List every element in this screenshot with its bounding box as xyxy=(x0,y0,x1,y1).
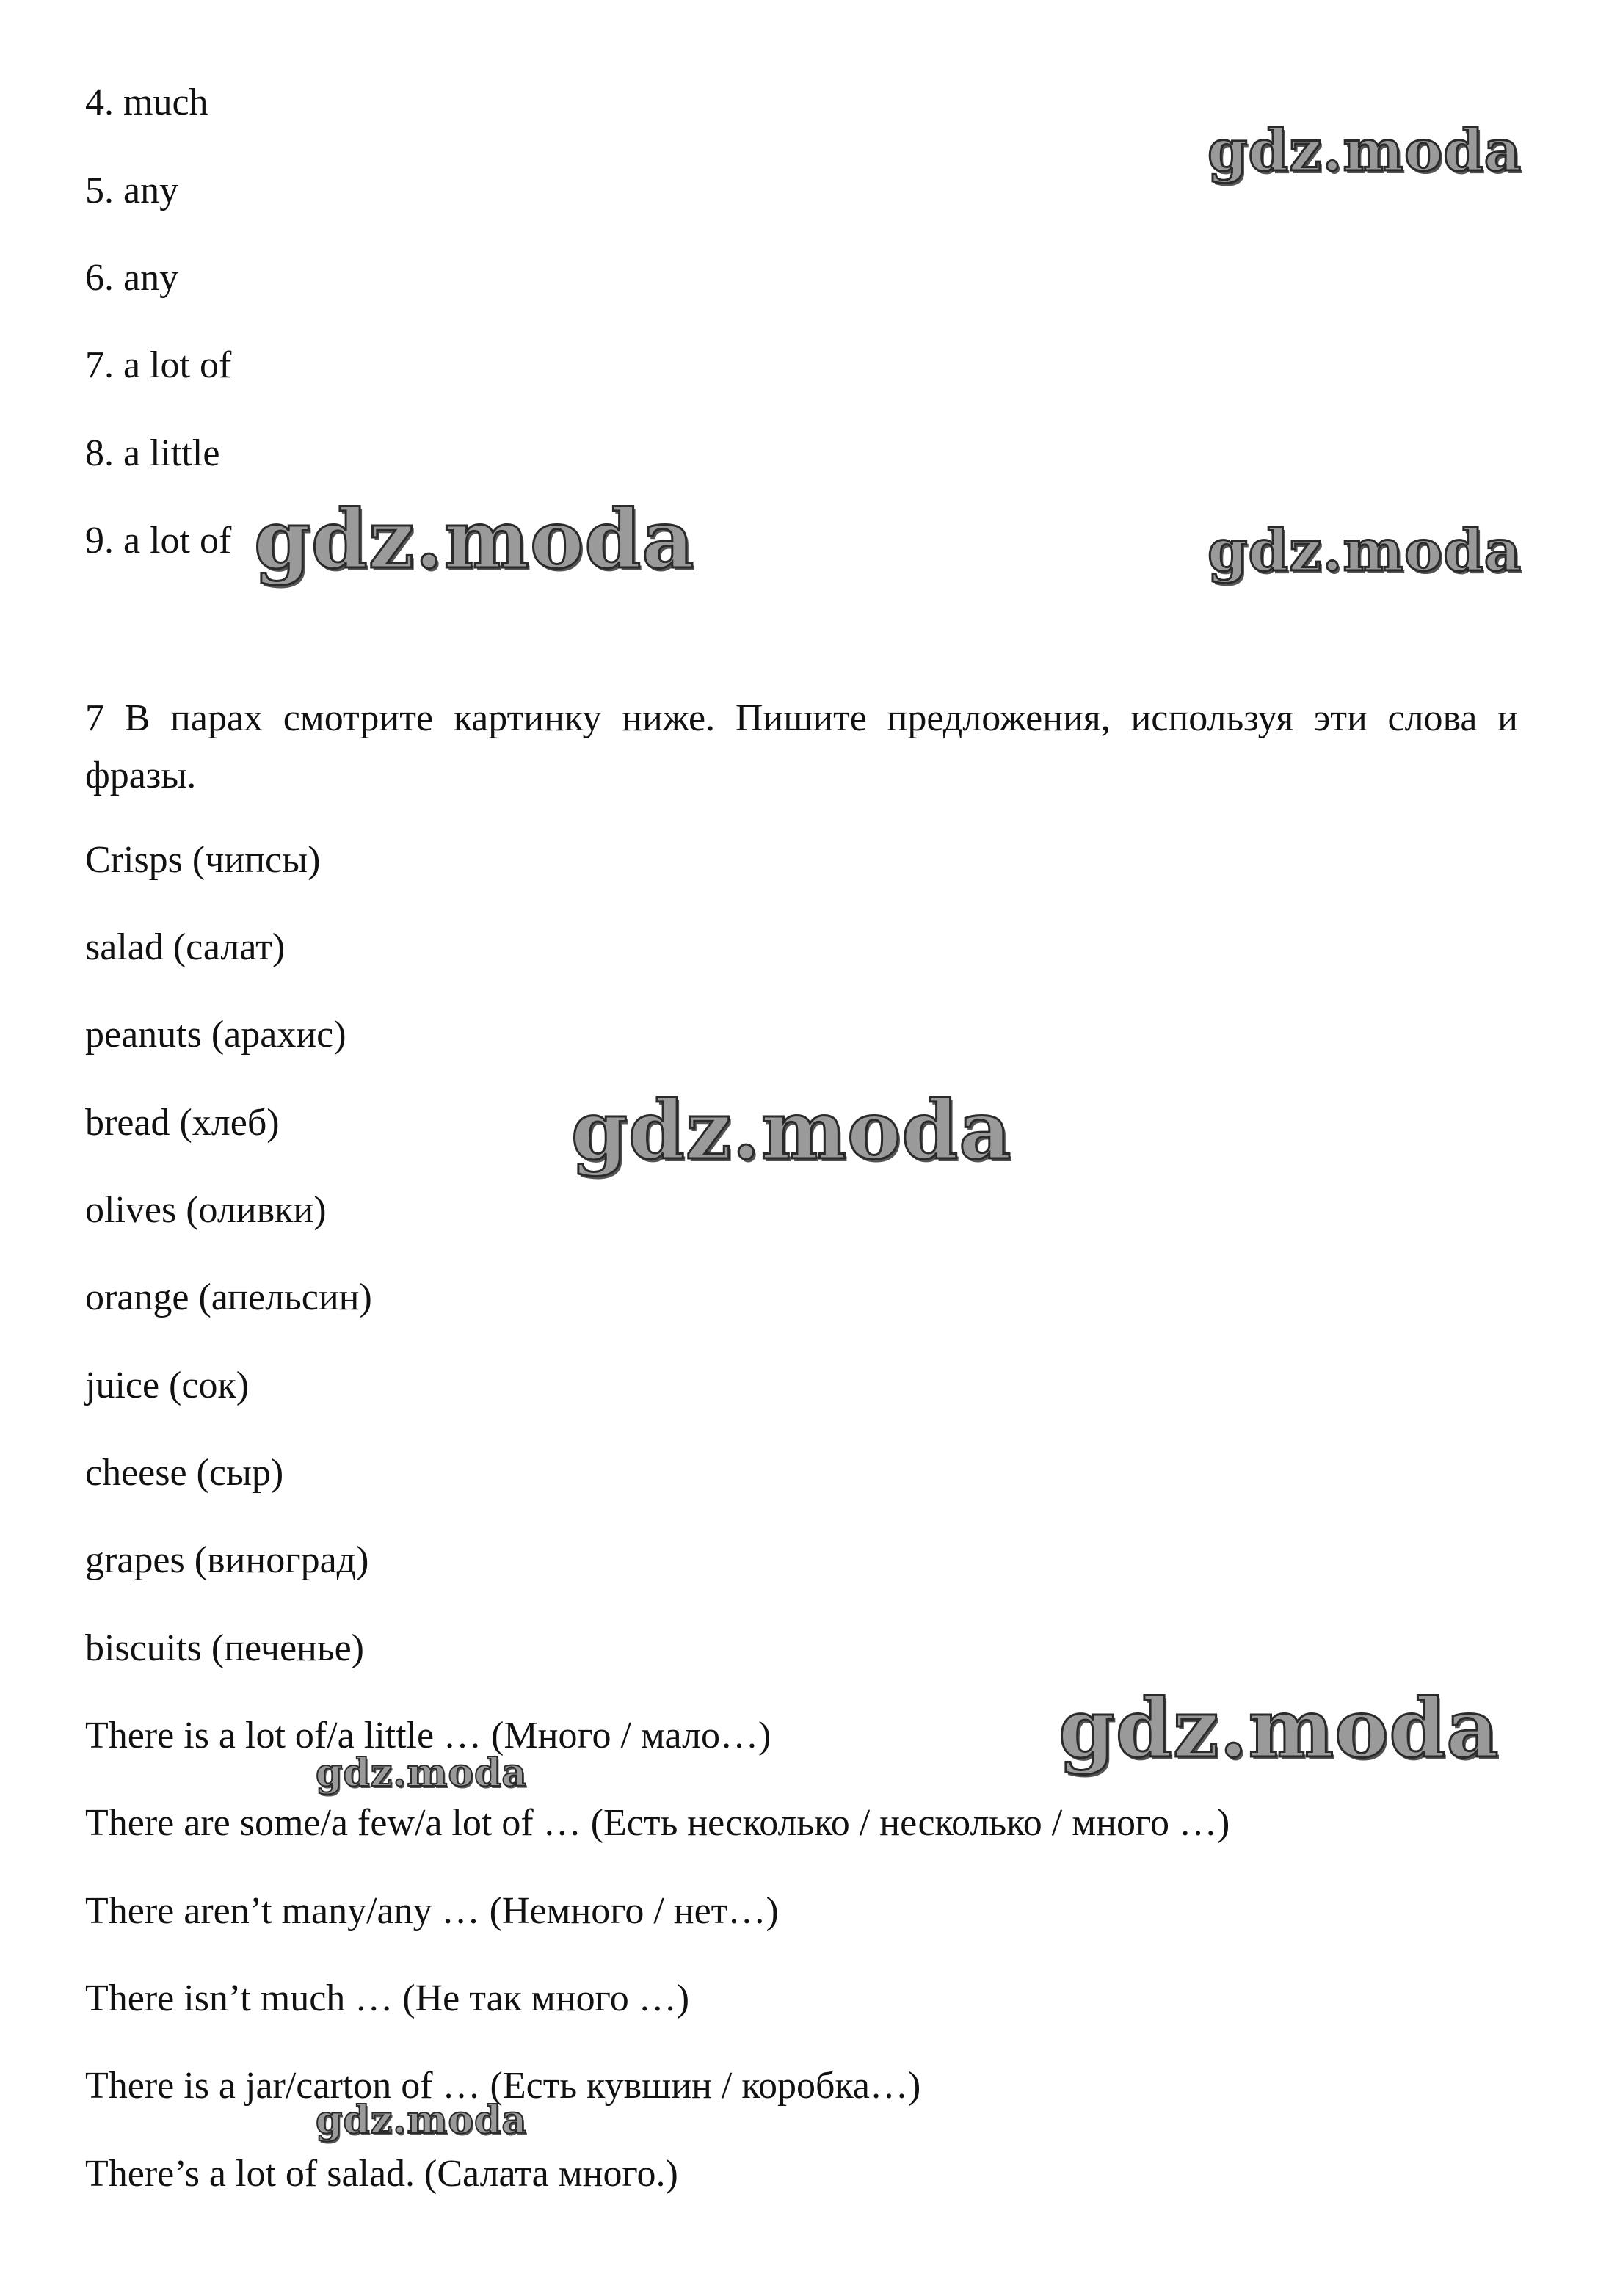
task-heading: 7 В парах смотрите картинку ниже. Пишите предложения, используя эти слова и фразы. xyxy=(85,697,1518,796)
phrase-item: There aren’t many/any … (Немного / нет…) xyxy=(85,1890,779,1932)
word-item: Crisps (чипсы) xyxy=(85,839,321,881)
word-item: biscuits (печенье) xyxy=(85,1627,364,1669)
word-item: cheese (сыр) xyxy=(85,1452,284,1494)
watermark: gdz.moda xyxy=(1207,517,1522,584)
word-item: orange (апельсин) xyxy=(85,1276,372,1318)
word-item: bread (хлеб) xyxy=(85,1102,280,1144)
phrase-item: There are some/a few/a lot of … (Есть несколько / несколько / много …) xyxy=(85,1802,1230,1844)
answer-item-9: 9. a lot of xyxy=(85,520,232,562)
phrase-item: There’s a lot of salad. (Салата много.) xyxy=(85,2153,678,2195)
phrase-item: There isn’t much … (Не так много …) xyxy=(85,1977,690,2019)
word-item: salad (салат) xyxy=(85,926,286,968)
answer-item-4: 4. much xyxy=(85,81,208,123)
watermark: gdz.moda xyxy=(1207,117,1522,184)
phrase-item: There is a jar/carton of … (Есть кувшин / коробка…) xyxy=(85,2065,921,2107)
answer-item-5: 5. any xyxy=(85,170,179,211)
answer-item-6: 6. any xyxy=(85,257,179,299)
phrase-item: There is a lot of/a little … (Много / мало…) xyxy=(85,1715,771,1756)
watermark: gdz.moda xyxy=(1058,1681,1500,1776)
word-item: grapes (виноград) xyxy=(85,1539,369,1581)
answer-item-7: 7. a lot of xyxy=(85,344,232,386)
watermark: gdz.moda xyxy=(316,2098,528,2143)
watermark: gdz.moda xyxy=(254,492,695,586)
word-item: olives (оливки) xyxy=(85,1189,327,1231)
watermark: gdz.moda xyxy=(316,1751,528,1795)
answer-item-8: 8. a little xyxy=(85,432,220,474)
watermark: gdz.moda xyxy=(571,1083,1012,1177)
word-item: peanuts (арахис) xyxy=(85,1014,346,1056)
word-item: juice (сок) xyxy=(85,1365,250,1406)
